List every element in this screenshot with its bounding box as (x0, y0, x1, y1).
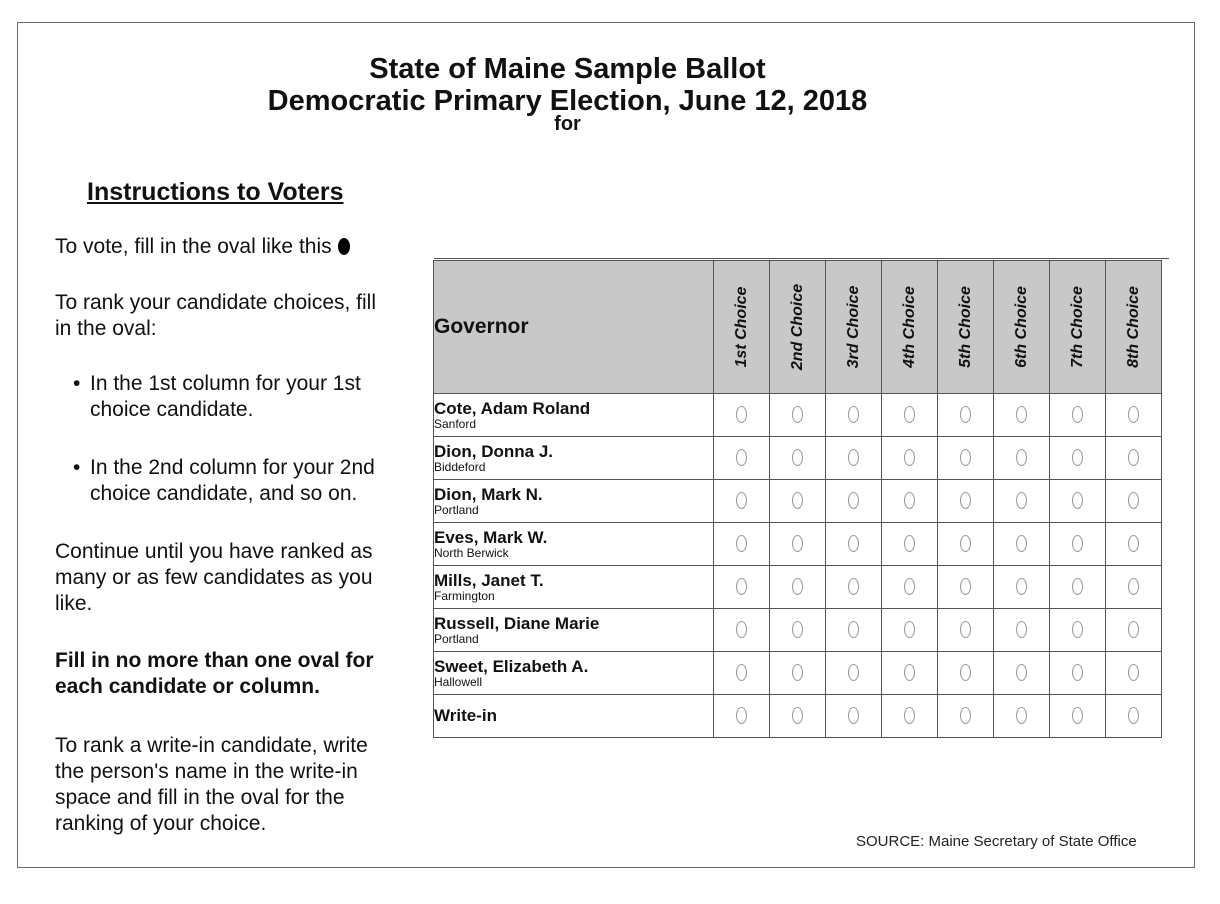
candidate-name: Dion, Donna J. (434, 442, 553, 461)
ballot-oval[interactable] (904, 535, 915, 552)
continue-line: like. (55, 592, 93, 615)
choice-cell (714, 523, 770, 566)
ballot-oval[interactable] (960, 406, 971, 423)
ballot-oval[interactable] (792, 449, 803, 466)
ballot-oval[interactable] (904, 621, 915, 638)
bullet-dot-icon: • (73, 372, 81, 395)
ballot-oval[interactable] (736, 664, 747, 681)
choice-cell (1106, 437, 1162, 480)
choice-cell (770, 523, 826, 566)
ballot-oval[interactable] (1128, 406, 1139, 423)
ballot-oval[interactable] (904, 707, 915, 724)
ballot-oval[interactable] (1072, 449, 1083, 466)
instructions-heading: Instructions to Voters (87, 178, 344, 206)
choice-cell (938, 437, 994, 480)
candidate-name: Eves, Mark W. (434, 528, 548, 547)
candidate-name: Dion, Mark N. (434, 485, 543, 504)
choice-cell (994, 695, 1050, 738)
choice-cell (882, 695, 938, 738)
writein-instruction (55, 733, 368, 837)
choice-cell (1106, 394, 1162, 437)
ballot-oval[interactable] (792, 707, 803, 724)
ballot-oval[interactable] (736, 406, 747, 423)
choice-column-header: 3rd Choice (826, 261, 882, 394)
choice-cell (882, 437, 938, 480)
bullet-line: In the 2nd column for your 2nd (90, 456, 375, 479)
choice-column-header: 4th Choice (882, 261, 938, 394)
ballot-title: State of Maine Sample Ballot (369, 53, 766, 85)
choice-column-header: 6th Choice (994, 261, 1050, 394)
candidate-name: Sweet, Elizabeth A. (434, 657, 589, 676)
continue-line: many or as few candidates as you (55, 566, 373, 589)
ballot-oval[interactable] (1016, 492, 1027, 509)
choice-cell (1050, 437, 1106, 480)
candidate-town: Farmington (434, 589, 495, 603)
candidate-cell (434, 480, 714, 523)
ballot-oval[interactable] (1072, 664, 1083, 681)
choice-cell (938, 652, 994, 695)
choice-cell (1050, 394, 1106, 437)
ballot-oval[interactable] (960, 707, 971, 724)
ballot-oval[interactable] (848, 492, 859, 509)
ballot-oval[interactable] (1016, 449, 1027, 466)
choice-cell (714, 695, 770, 738)
choice-cell (770, 566, 826, 609)
candidate-town: North Berwick (434, 546, 509, 560)
choice-cell (714, 437, 770, 480)
ballot-oval[interactable] (1016, 664, 1027, 681)
ballot-oval[interactable] (904, 664, 915, 681)
warning-instruction (55, 648, 374, 700)
ballot-oval[interactable] (848, 449, 859, 466)
candidate-cell (434, 652, 714, 695)
candidate-town: Portland (434, 503, 479, 517)
choice-column-header: 7th Choice (1050, 261, 1106, 394)
rank-line: To rank your candidate choices, fill (55, 291, 376, 314)
ballot-oval[interactable] (960, 621, 971, 638)
choice-column-header: 2nd Choice (770, 261, 826, 394)
candidate-cell (434, 437, 714, 480)
choice-cell (938, 609, 994, 652)
ballot-oval[interactable] (736, 578, 747, 595)
candidate-row (434, 480, 1162, 523)
ballot-oval[interactable] (1072, 707, 1083, 724)
choice-cell (1106, 566, 1162, 609)
ballot-oval[interactable] (904, 406, 915, 423)
ballot-oval[interactable] (1016, 707, 1027, 724)
choice-column-header: 1st Choice (714, 261, 770, 394)
choice-cell (994, 480, 1050, 523)
candidate-town: Portland (434, 632, 479, 646)
bullet-line: In the 1st column for your 1st (90, 372, 361, 395)
candidate-cell (434, 523, 714, 566)
candidate-name: Cote, Adam Roland (434, 399, 591, 418)
bullet-line: choice candidate. (90, 398, 254, 421)
ballot-oval[interactable] (904, 578, 915, 595)
choice-cell (994, 437, 1050, 480)
candidate-row (434, 695, 1162, 738)
bullet-line: choice candidate, and so on. (90, 482, 358, 505)
candidate-name: Write-in (434, 706, 497, 725)
choice-cell (938, 394, 994, 437)
ballot-oval[interactable] (1128, 492, 1139, 509)
choice-cell (882, 480, 938, 523)
writein-line: ranking of your choice. (55, 812, 267, 835)
candidate-cell (434, 695, 714, 738)
ballot-subtitle: Democratic Primary Election, June 12, 2018 (267, 85, 868, 117)
choice-cell (1050, 566, 1106, 609)
ballot-oval[interactable] (736, 707, 747, 724)
choice-cell (770, 394, 826, 437)
ballot-oval[interactable] (736, 449, 747, 466)
choice-column-header: 5th Choice (938, 261, 994, 394)
choice-cell (994, 523, 1050, 566)
choice-cell (994, 609, 1050, 652)
ballot-oval[interactable] (1072, 578, 1083, 595)
writein-line: space and fill in the oval for the (55, 786, 345, 809)
ballot-oval[interactable] (792, 535, 803, 552)
writein-line: the person's name in the write-in (55, 760, 358, 783)
for-label: for (554, 113, 581, 135)
continue-line: Continue until you have ranked as (55, 540, 373, 563)
ballot-oval[interactable] (960, 535, 971, 552)
choice-cell (826, 566, 882, 609)
choice-cell (826, 394, 882, 437)
ballot-oval[interactable] (848, 707, 859, 724)
choice-cell (1106, 695, 1162, 738)
choice-cell (714, 566, 770, 609)
choice-cell (826, 523, 882, 566)
choice-cell (1106, 480, 1162, 523)
ballot-oval[interactable] (1072, 492, 1083, 509)
choice-cell (826, 437, 882, 480)
ballot-oval[interactable] (848, 621, 859, 638)
ballot-oval[interactable] (792, 578, 803, 595)
choice-cell (938, 480, 994, 523)
candidate-name: Mills, Janet T. (434, 571, 544, 590)
ballot-oval[interactable] (792, 406, 803, 423)
candidate-row (434, 566, 1162, 609)
choice-cell (882, 566, 938, 609)
choice-cell (938, 523, 994, 566)
choice-cell (994, 566, 1050, 609)
rank-line: in the oval: (55, 317, 157, 340)
ballot-oval[interactable] (736, 535, 747, 552)
candidate-cell (434, 609, 714, 652)
ballot-oval[interactable] (960, 492, 971, 509)
choice-cell (938, 566, 994, 609)
ballot-oval[interactable] (1016, 578, 1027, 595)
ballot-header-row (434, 261, 1162, 394)
ballot-oval[interactable] (792, 492, 803, 509)
rank-instruction (55, 290, 376, 342)
choice-cell (826, 695, 882, 738)
choice-cell (770, 652, 826, 695)
ballot-oval[interactable] (1016, 621, 1027, 638)
choice-cell (770, 609, 826, 652)
choice-cell (994, 394, 1050, 437)
ballot-oval[interactable] (736, 621, 747, 638)
vote-instruction-text: To vote, fill in the oval like this (55, 235, 332, 258)
writein-line: To rank a write-in candidate, write (55, 734, 368, 757)
ballot-oval[interactable] (1128, 707, 1139, 724)
choice-cell (882, 394, 938, 437)
ballot-oval[interactable] (1128, 578, 1139, 595)
filled-oval-icon (338, 238, 350, 255)
vote-instruction (55, 234, 350, 260)
choice-cell (770, 437, 826, 480)
candidate-cell (434, 566, 714, 609)
ballot-table (433, 260, 1162, 738)
choice-cell (714, 609, 770, 652)
table-top-rule (434, 258, 1169, 259)
choice-cell (1106, 652, 1162, 695)
choice-cell (1050, 480, 1106, 523)
ballot-oval[interactable] (792, 664, 803, 681)
choice-cell (882, 652, 938, 695)
ballot-header (0, 53, 1135, 134)
warning-line: each candidate or column. (55, 675, 320, 698)
candidate-town: Sanford (434, 417, 477, 431)
choice-cell (826, 480, 882, 523)
ballot-oval[interactable] (848, 664, 859, 681)
ballot-oval[interactable] (960, 664, 971, 681)
candidate-row (434, 394, 1162, 437)
choice-cell (1106, 523, 1162, 566)
choice-cell (826, 609, 882, 652)
ballot-oval[interactable] (1128, 621, 1139, 638)
choice-cell (714, 480, 770, 523)
office-heading: Governor (434, 261, 714, 394)
ballot-oval[interactable] (792, 621, 803, 638)
warning-line: Fill in no more than one oval for (55, 649, 374, 672)
ballot-oval[interactable] (1072, 535, 1083, 552)
choice-cell (826, 652, 882, 695)
bullet-dot-icon: • (73, 456, 81, 479)
ballot-oval[interactable] (848, 535, 859, 552)
continue-instruction (55, 539, 373, 617)
ballot-oval[interactable] (848, 406, 859, 423)
choice-cell (714, 652, 770, 695)
ballot-oval[interactable] (1128, 449, 1139, 466)
ballot-oval[interactable] (1016, 406, 1027, 423)
choice-cell (714, 394, 770, 437)
candidate-cell (434, 394, 714, 437)
candidate-name: Russell, Diane Marie (434, 614, 600, 633)
candidate-town: Hallowell (434, 675, 483, 689)
choice-cell (882, 609, 938, 652)
choice-cell (1050, 695, 1106, 738)
choice-cell (1050, 652, 1106, 695)
choice-cell (938, 695, 994, 738)
source-credit: SOURCE: Maine Secretary of State Office (856, 833, 1137, 850)
ballot-oval[interactable] (1072, 621, 1083, 638)
choice-cell (770, 695, 826, 738)
ballot-oval[interactable] (904, 449, 915, 466)
ballot-oval[interactable] (960, 578, 971, 595)
candidate-row (434, 652, 1162, 695)
choice-cell (882, 523, 938, 566)
candidate-row (434, 523, 1162, 566)
candidate-row (434, 609, 1162, 652)
ballot-oval[interactable] (904, 492, 915, 509)
ballot-oval[interactable] (1128, 664, 1139, 681)
choice-column-header: 8th Choice (1106, 261, 1162, 394)
choice-cell (1050, 609, 1106, 652)
ballot-oval[interactable] (1072, 406, 1083, 423)
ballot-oval[interactable] (1016, 535, 1027, 552)
candidate-row (434, 437, 1162, 480)
ballot-oval[interactable] (1128, 535, 1139, 552)
ballot-oval[interactable] (960, 449, 971, 466)
candidate-town: Biddeford (434, 460, 486, 474)
choice-cell (1106, 609, 1162, 652)
choice-cell (770, 480, 826, 523)
ballot-oval[interactable] (736, 492, 747, 509)
choice-cell (1050, 523, 1106, 566)
choice-cell (994, 652, 1050, 695)
ballot-oval[interactable] (848, 578, 859, 595)
